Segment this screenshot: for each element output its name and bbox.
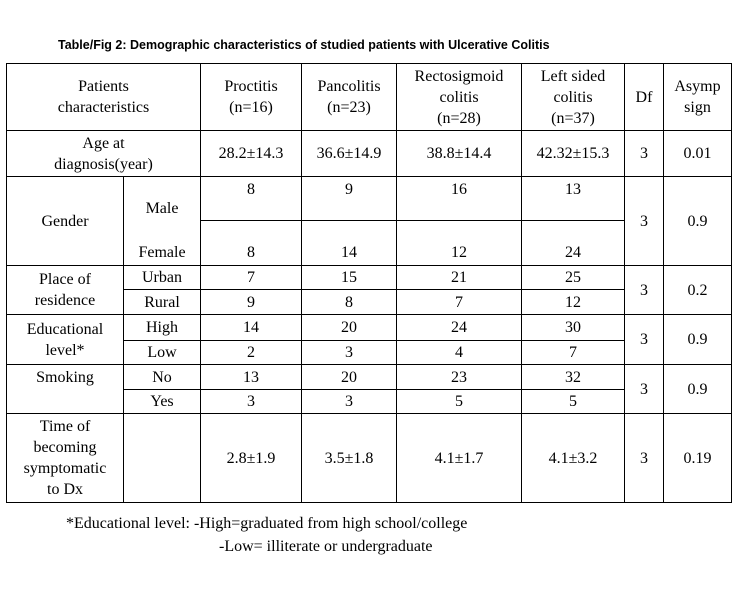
row-label-time: Time of becoming symptomatic to Dx (7, 414, 124, 503)
cell-urban-rectosigmoid: 21 (397, 266, 522, 290)
cell-time-left-sided: 4.1±3.2 (522, 414, 625, 503)
header-df: Df (625, 64, 664, 131)
cell-age-left-sided: 42.32±15.3 (522, 131, 625, 177)
cell-high-proctitis: 14 (201, 315, 302, 341)
header-pancolitis: Pancolitis (n=23) (302, 64, 397, 131)
cell-smoking-df: 3 (625, 365, 664, 414)
sub-label-male: Male (124, 177, 201, 221)
sub-label-low: Low (124, 341, 201, 365)
cell-gender-df: 3 (625, 177, 664, 266)
cell-no-rectosigmoid: 23 (397, 365, 522, 390)
cell-rural-proctitis: 9 (201, 290, 302, 315)
table-row-smoking-no (7, 365, 732, 390)
cell-age-df: 3 (625, 131, 664, 177)
footnote-line-1: *Educational level: -High=graduated from high school/college (66, 515, 468, 532)
table-title: Table/Fig 2: Demographic characteristics of studied patients with Ulcerative Colitis (58, 38, 550, 52)
cell-high-left-sided: 30 (522, 315, 625, 341)
header-left-sided: Left sided colitis (n=37) (522, 64, 625, 131)
cell-urban-left-sided: 25 (522, 266, 625, 290)
cell-age-rectosigmoid: 38.8±14.4 (397, 131, 522, 177)
cell-age-sign: 0.01 (664, 131, 732, 177)
cell-time-rectosigmoid: 4.1±1.7 (397, 414, 522, 503)
footnote (66, 512, 467, 558)
cell-time-pancolitis: 3.5±1.8 (302, 414, 397, 503)
cell-smoking-sign: 0.9 (664, 365, 732, 414)
cell-yes-left-sided: 5 (522, 390, 625, 414)
cell-age-proctitis: 28.2±14.3 (201, 131, 302, 177)
table-row-gender-male (7, 177, 732, 221)
cell-low-proctitis: 2 (201, 341, 302, 365)
cell-high-pancolitis: 20 (302, 315, 397, 341)
cell-time-sign: 0.19 (664, 414, 732, 503)
cell-yes-rectosigmoid: 5 (397, 390, 522, 414)
cell-low-rectosigmoid: 4 (397, 341, 522, 365)
cell-urban-proctitis: 7 (201, 266, 302, 290)
cell-time-df: 3 (625, 414, 664, 503)
cell-gender-sign: 0.9 (664, 177, 732, 266)
cell-female-pancolitis: 14 (302, 221, 397, 266)
cell-no-left-sided: 32 (522, 365, 625, 390)
row-label-age: Age at diagnosis(year) (7, 131, 201, 177)
cell-residence-df: 3 (625, 266, 664, 315)
cell-female-proctitis: 8 (201, 221, 302, 266)
cell-rural-left-sided: 12 (522, 290, 625, 315)
sub-label-high: High (124, 315, 201, 341)
footnote-line-2: -Low= illiterate or undergraduate (219, 538, 433, 555)
cell-rural-pancolitis: 8 (302, 290, 397, 315)
cell-male-pancolitis: 9 (302, 177, 397, 221)
table-row-age (7, 131, 732, 177)
header-characteristics: Patients characteristics (7, 64, 201, 131)
sub-label-rural: Rural (124, 290, 201, 315)
cell-rural-rectosigmoid: 7 (397, 290, 522, 315)
cell-yes-pancolitis: 3 (302, 390, 397, 414)
cell-female-rectosigmoid: 12 (397, 221, 522, 266)
cell-education-df: 3 (625, 315, 664, 365)
row-label-smoking: Smoking (7, 365, 124, 414)
row-label-residence: Place of residence (7, 266, 124, 315)
table-row-time (7, 414, 732, 503)
cell-age-pancolitis: 36.6±14.9 (302, 131, 397, 177)
cell-no-proctitis: 13 (201, 365, 302, 390)
header-asymp-sign: Asymp sign (664, 64, 732, 131)
header-proctitis: Proctitis (n=16) (201, 64, 302, 131)
demographics-table (6, 63, 732, 503)
row-label-gender: Gender (7, 177, 124, 266)
sub-label-urban: Urban (124, 266, 201, 290)
header-rectosigmoid: Rectosigmoid colitis (n=28) (397, 64, 522, 131)
cell-education-sign: 0.9 (664, 315, 732, 365)
sub-label-yes: Yes (124, 390, 201, 414)
cell-low-pancolitis: 3 (302, 341, 397, 365)
cell-urban-pancolitis: 15 (302, 266, 397, 290)
table-row-urban (7, 266, 732, 290)
sub-label-no: No (124, 365, 201, 390)
cell-female-left-sided: 24 (522, 221, 625, 266)
sub-label-time-empty (124, 414, 201, 503)
table-row-high (7, 315, 732, 341)
header-row (7, 64, 732, 131)
cell-yes-proctitis: 3 (201, 390, 302, 414)
cell-male-left-sided: 13 (522, 177, 625, 221)
cell-residence-sign: 0.2 (664, 266, 732, 315)
sub-label-female: Female (124, 221, 201, 266)
cell-male-proctitis: 8 (201, 177, 302, 221)
cell-time-proctitis: 2.8±1.9 (201, 414, 302, 503)
cell-low-left-sided: 7 (522, 341, 625, 365)
row-label-education: Educational level* (7, 315, 124, 365)
cell-high-rectosigmoid: 24 (397, 315, 522, 341)
cell-no-pancolitis: 20 (302, 365, 397, 390)
cell-male-rectosigmoid: 16 (397, 177, 522, 221)
